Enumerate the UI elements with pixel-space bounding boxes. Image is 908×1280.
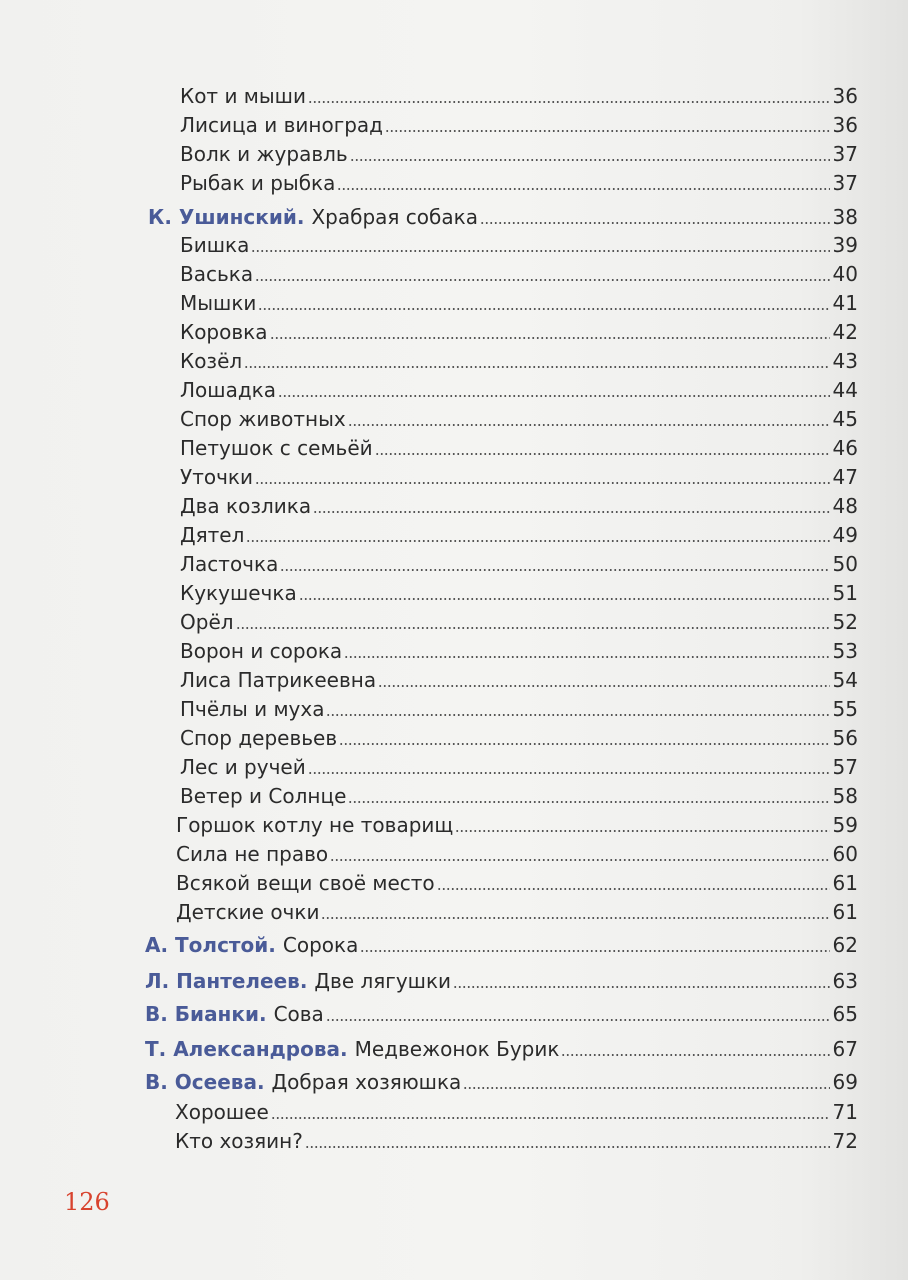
toc-entry [145,931,858,957]
dot-leader [375,453,830,455]
toc-entry [180,376,858,402]
toc-entry-title: Петушок с семьёй [180,436,373,460]
toc-entry-page: 40 [832,262,858,286]
toc-entry-title: Добрая хозяюшка [271,1070,462,1094]
toc-entry-page: 37 [832,171,858,195]
dot-leader [337,188,830,190]
toc-entry-page: 45 [832,407,858,431]
toc-entry-page: 71 [832,1100,858,1124]
toc-entry-author: К. Ушинский. [148,205,305,229]
toc-entry [145,1035,858,1061]
toc-entry [145,1000,858,1026]
dot-leader [437,888,830,890]
dot-leader [305,1146,830,1148]
toc-entry-page: 60 [832,842,858,866]
toc-entry [180,405,858,431]
toc-entry [180,169,858,195]
dot-leader [350,159,830,161]
toc-entry-page: 46 [832,436,858,460]
dot-leader [299,598,830,600]
dot-leader [453,986,830,988]
toc-entry [180,724,858,750]
toc-entry-title: Уточки [180,465,253,489]
toc-entry-title: Волк и журавль [180,142,348,166]
dot-leader [385,130,830,132]
toc-entry-page: 39 [832,233,858,257]
toc-entry-title: Кукушечка [180,581,297,605]
toc-entry-title: Лошадка [180,378,276,402]
toc-entry-page: 67 [832,1037,858,1061]
dot-leader [271,1117,830,1119]
toc-entry-page: 54 [832,668,858,692]
dot-leader [236,627,830,629]
toc-entry-page: 37 [832,142,858,166]
toc-entry-title: Орёл [180,610,234,634]
dot-leader [463,1087,830,1089]
toc-entry-page: 56 [832,726,858,750]
toc-entry [180,434,858,460]
toc-entry-title: Детские очки [176,900,320,924]
toc-entry-title: Лиса Патрикеевна [180,668,377,692]
toc-entry-page: 38 [832,205,858,229]
toc-entry-title: Спор деревьев [180,726,338,750]
toc-entry-page: 50 [832,552,858,576]
toc-entry [180,289,858,315]
toc-entry-page: 58 [832,784,858,808]
toc-entry-page: 42 [832,320,858,344]
toc-entry [176,840,858,866]
dot-leader [321,917,830,919]
dot-leader [255,482,830,484]
toc-entry-page: 43 [832,349,858,373]
toc-entry [180,231,858,257]
toc-entry-author: В. Осеева. [145,1070,265,1094]
toc-entry-page: 53 [832,639,858,663]
dot-leader [455,830,830,832]
toc-entry [180,111,858,137]
toc-entry-title: Хорошее [175,1100,269,1124]
dot-leader [278,395,830,397]
toc-entry [145,1068,858,1094]
toc-entry-page: 47 [832,465,858,489]
toc-entry-page: 59 [832,813,858,837]
page-number: 126 [64,1188,110,1216]
toc-entry-page: 55 [832,697,858,721]
toc-entry-title: Козёл [180,349,243,373]
dot-leader [246,540,830,542]
toc-entry [176,869,858,895]
toc-entry-title: Медвежонок Бурик [354,1037,560,1061]
toc-entry [145,967,858,993]
dot-leader [326,1019,830,1021]
dot-leader [258,308,830,310]
toc-entry [180,260,858,286]
toc-entry-page: 36 [832,113,858,137]
toc-entry-title: Бишка [180,233,250,257]
toc-entry [180,550,858,576]
toc-entry [180,637,858,663]
toc-entry-page: 62 [832,933,858,957]
dot-leader [360,950,830,952]
dot-leader [378,685,830,687]
toc-entry-title: Два козлика [180,494,312,518]
toc-entry [180,782,858,808]
toc-entry-author: В. Бианки. [145,1002,267,1026]
dot-leader [308,101,830,103]
toc-entry [148,203,858,229]
toc-entry [180,608,858,634]
toc-entry-title: Кот и мыши [180,84,306,108]
toc-entry [180,347,858,373]
toc-entry-page: 61 [832,900,858,924]
toc-entry-page: 57 [832,755,858,779]
toc-entry-page: 65 [832,1002,858,1026]
toc-entry-title: Дятел [180,523,245,547]
dot-leader [280,569,830,571]
dot-leader [339,743,830,745]
toc-entry [180,753,858,779]
dot-leader [270,337,831,339]
toc-entry-title: Две лягушки [314,969,452,993]
dot-leader [326,714,830,716]
dot-leader [330,859,830,861]
dot-leader [348,424,830,426]
toc-entry [175,1098,858,1124]
toc-entry-title: Мышки [180,291,257,315]
toc-entry [180,463,858,489]
toc-entry-page: 44 [832,378,858,402]
toc-entry-title: Кто хозяин? [175,1129,303,1153]
toc-entry [176,811,858,837]
toc-entry-title: Коровка [180,320,268,344]
toc-entry [175,1127,858,1153]
toc-entry [180,579,858,605]
toc-entry-author: Т. Александрова. [145,1037,348,1061]
toc-entry-title: Спор животных [180,407,346,431]
toc-entry-title: Храбрая собака [311,205,478,229]
toc-entry-title: Рыбак и рыбка [180,171,336,195]
toc-entry-page: 72 [832,1129,858,1153]
toc-entry-author: Л. Пантелеев. [145,969,308,993]
toc-entry [180,492,858,518]
toc-entry-title: Сова [273,1002,324,1026]
toc-entry-title: Ветер и Солнце [180,784,347,808]
toc-entry-title: Ворон и сорока [180,639,343,663]
toc-entry [176,898,858,924]
dot-leader [348,801,830,803]
toc-entry-page: 61 [832,871,858,895]
toc-entry-title: Ласточка [180,552,279,576]
dot-leader [251,250,830,252]
toc-entry-page: 52 [832,610,858,634]
dot-leader [313,511,830,513]
dot-leader [561,1054,830,1056]
toc-entry-page: 49 [832,523,858,547]
toc-entry-title: Всякой вещи своё место [176,871,435,895]
dot-leader [255,279,830,281]
toc-entry-page: 48 [832,494,858,518]
toc-entry [180,82,858,108]
toc-entry-title: Сорока [282,933,359,957]
toc-entry-page: 69 [832,1070,858,1094]
toc-entry-page: 63 [832,969,858,993]
toc-entry-title: Лисица и виноград [180,113,383,137]
dot-leader [308,772,830,774]
toc-entry-page: 51 [832,581,858,605]
toc-entry-title: Лес и ручей [180,755,306,779]
toc-entry-page: 36 [832,84,858,108]
dot-leader [480,222,830,224]
toc-entry-title: Горшок котлу не товарищ [176,813,454,837]
toc-entry [180,666,858,692]
toc-entry-title: Пчёлы и муха [180,697,325,721]
toc-entry [180,140,858,166]
toc-entry-title: Сила не право [176,842,329,866]
toc-entry-author: А. Толстой. [145,933,276,957]
toc-entry [180,695,858,721]
dot-leader [344,656,830,658]
toc-entry [180,318,858,344]
toc-entry [180,521,858,547]
toc-entry-title: Васька [180,262,254,286]
dot-leader [244,366,830,368]
toc-entry-page: 41 [832,291,858,315]
